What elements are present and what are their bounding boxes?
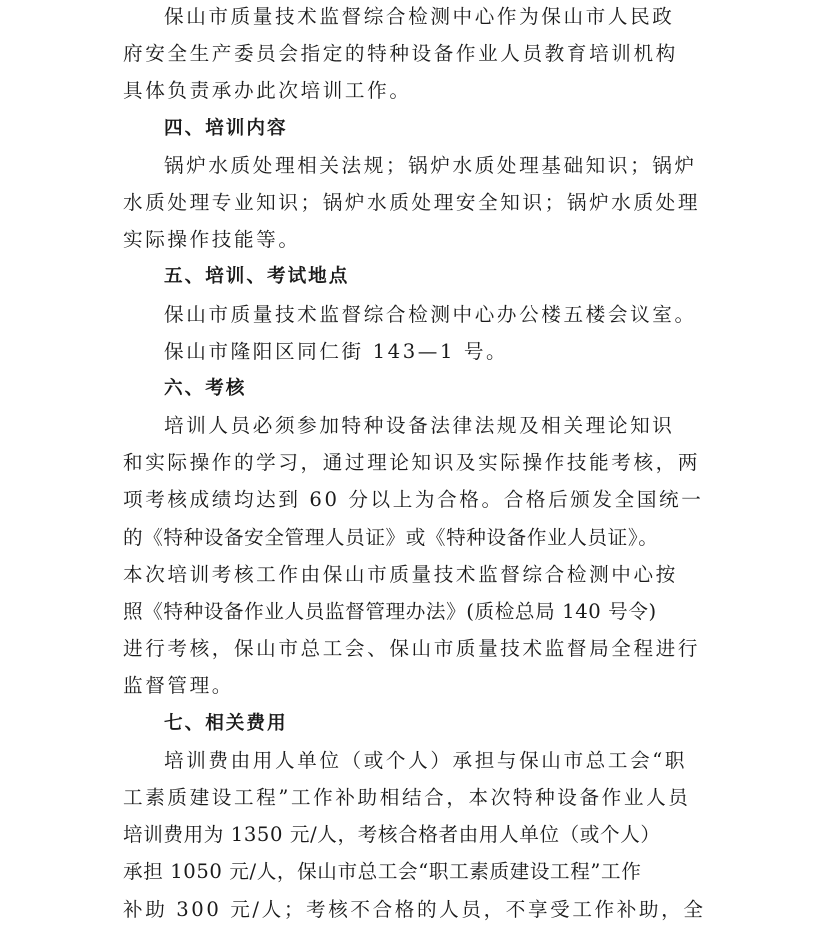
body-line: 府安全生产委员会指定的特种设备作业人员教育培训机构 bbox=[123, 42, 678, 66]
document-page bbox=[123, 0, 706, 928]
body-line: 照《特种设备作业人员监督管理办法》(质检总局 140 号令) bbox=[123, 600, 657, 623]
body-line: 保山市质量技术监督综合检测中心作为保山市人民政 bbox=[164, 5, 675, 28]
section-heading: 五、培训、考试地点 bbox=[164, 266, 350, 288]
body-line: 承担 1050 元/人，保山市总工会“职工素质建设工程”工作 bbox=[123, 860, 642, 884]
section-heading: 六、考核 bbox=[164, 377, 247, 399]
body-line: 项考核成绩均达到 60 分以上为合格。合格后颁发全国统一 bbox=[123, 488, 704, 512]
body-line: 保山市质量技术监督综合检测中心办公楼五楼会议室。 bbox=[164, 302, 697, 326]
body-line: 具体负责承办此次培训工作。 bbox=[123, 79, 412, 103]
body-line: 保山市隆阳区同仁街 143—1 号。 bbox=[164, 339, 509, 363]
section-heading: 七、相关费用 bbox=[164, 712, 288, 734]
body-line: 的《特种设备安全管理人员证》或《特种设备作业人员证》。 bbox=[123, 525, 659, 549]
body-line: 水质处理专业知识；锅炉水质处理安全知识；锅炉水质处理 bbox=[123, 190, 701, 214]
body-line: 本次培训考核工作由保山市质量技术监督综合检测中心按 bbox=[123, 562, 678, 586]
body-line: 实际操作技能等。 bbox=[123, 228, 301, 252]
body-line: 和实际操作的学习，通过理论知识及实际操作技能考核，两 bbox=[123, 451, 701, 475]
body-line: 培训费由用人单位（或个人）承担与保山市总工会“职 bbox=[164, 748, 688, 772]
body-line: 培训人员必须参加特种设备法律法规及相关理论知识 bbox=[164, 414, 675, 438]
body-line: 培训费用为 1350 元/人，考核合格者由用人单位（或个人） bbox=[123, 823, 661, 847]
body-line: 补助 300 元/人；考核不合格的人员，不享受工作补助，全 bbox=[123, 897, 706, 921]
body-line: 进行考核，保山市总工会、保山市质量技术监督局全程进行 bbox=[123, 637, 701, 661]
body-line: 监督管理。 bbox=[123, 674, 234, 698]
section-heading: 四、培训内容 bbox=[164, 117, 288, 139]
body-line: 工素质建设工程”工作补助相结合，本次特种设备作业人员 bbox=[123, 785, 691, 809]
body-line: 锅炉水质处理相关法规；锅炉水质处理基础知识；锅炉 bbox=[164, 153, 697, 177]
